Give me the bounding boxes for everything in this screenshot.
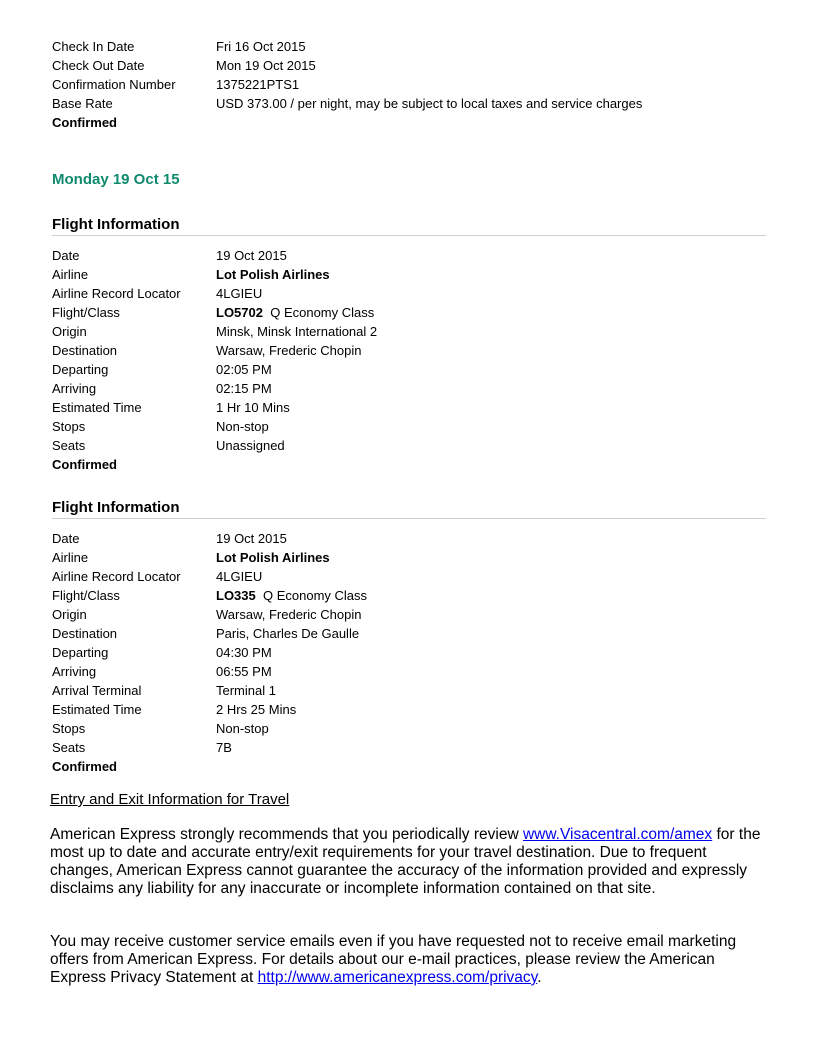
hotel-row-confirmation [52, 75, 766, 94]
flight-2-row-class [52, 586, 766, 605]
arriving-value: 06:55 PM [216, 664, 272, 679]
class-label: Flight/Class [52, 588, 120, 603]
flight-2-row-locator [52, 567, 766, 586]
flight-1-status: Confirmed [52, 457, 117, 472]
arriving-label: Arriving [52, 381, 97, 396]
locator-label: Airline Record Locator [52, 286, 181, 301]
terminal-label: Arrival Terminal [52, 683, 142, 698]
destination-label: Destination [52, 626, 118, 641]
airline-label: Airline [52, 267, 89, 282]
estimated-label: Estimated Time [52, 400, 142, 415]
hotel-row-checkin [52, 37, 766, 56]
seats-label: Seats [52, 740, 86, 755]
day-heading: Monday 19 Oct 15 [52, 171, 180, 188]
hotel-status: Confirmed [52, 115, 117, 130]
flight-1-row-stops [52, 417, 766, 436]
entry-text-1: American Express strongly recommends that you periodically review [50, 826, 523, 843]
locator-value: 4LGIEU [216, 569, 263, 584]
stops-value: Non-stop [216, 419, 269, 434]
fare-class: Q Economy Class [270, 305, 375, 320]
privacy-text-2: . [537, 969, 542, 986]
date-label: Date [52, 531, 80, 546]
flight-2-row-terminal [52, 681, 766, 700]
flight-1-row-departing [52, 360, 766, 379]
privacy-link[interactable]: http://www.americanexpress.com/privacy [257, 969, 538, 986]
flight-2-row-origin [52, 605, 766, 624]
flight-2-row-date [52, 529, 766, 548]
fare-class: Q Economy Class [262, 588, 368, 603]
arriving-value: 02:15 PM [216, 381, 272, 396]
flight-1-row-locator [52, 284, 766, 303]
flight-1-status-row [52, 455, 766, 474]
flight-1-row-origin [52, 322, 766, 341]
flight-1-row-date [52, 246, 766, 265]
date-value: 19 Oct 2015 [216, 531, 287, 546]
confirmation-label: Confirmation Number [52, 77, 176, 92]
locator-label: Airline Record Locator [52, 569, 181, 584]
entry-exit-title: Entry and Exit Information for Travel [50, 791, 290, 808]
departing-label: Departing [52, 362, 109, 377]
flight-2-row-airline [52, 548, 766, 567]
estimated-label: Estimated Time [52, 702, 142, 717]
seats-value: Unassigned [216, 438, 285, 453]
flight-2-status: Confirmed [52, 759, 117, 774]
confirmation-value: 1375221PTS1 [216, 77, 300, 92]
flight-2-row-arriving [52, 662, 766, 681]
base-rate-value: USD 373.00 / per night, may be subject to local taxes and service charges [216, 96, 643, 111]
stops-value: Non-stop [216, 721, 269, 736]
privacy-paragraph [50, 933, 766, 987]
origin-label: Origin [52, 607, 87, 622]
flight-number: LO335 [216, 588, 256, 603]
checkout-value: Mon 19 Oct 2015 [216, 58, 316, 73]
estimated-value: 2 Hrs 25 Mins [216, 702, 297, 717]
terminal-value: Terminal 1 [216, 683, 276, 698]
departing-value: 02:05 PM [216, 362, 272, 377]
origin-label: Origin [52, 324, 87, 339]
checkout-label: Check Out Date [52, 58, 145, 73]
locator-value: 4LGIEU [216, 286, 263, 301]
base-rate-label: Base Rate [52, 96, 113, 111]
entry-exit-paragraph [50, 826, 766, 898]
flight-2-row-estimated [52, 700, 766, 719]
flight-1-row-arriving [52, 379, 766, 398]
class-label: Flight/Class [52, 305, 120, 320]
entry-text-2: for the most up to date and accurate entry/exit requirements for your travel destination. Due to frequent changes, American Express cannot guarantee the accuracy of the information provided and expressly disclaims any liability for any inaccurate or incomplete information contained on that site. [50, 826, 761, 897]
departing-value: 04:30 PM [216, 645, 272, 660]
checkin-label: Check In Date [52, 39, 135, 54]
flight-2-row-destination [52, 624, 766, 643]
seats-label: Seats [52, 438, 86, 453]
flight-1-row-class [52, 303, 766, 322]
visacentral-link[interactable]: www.Visacentral.com/amex [522, 826, 713, 843]
stops-label: Stops [52, 721, 86, 736]
flight-2-title: Flight Information [52, 499, 766, 519]
airline-value: Lot Polish Airlines [216, 550, 330, 565]
departing-label: Departing [52, 645, 109, 660]
class-value [216, 303, 766, 322]
hotel-row-base-rate [52, 94, 766, 113]
destination-label: Destination [52, 343, 118, 358]
hotel-details [52, 37, 766, 132]
airline-value: Lot Polish Airlines [216, 267, 330, 282]
flight-2-row-stops [52, 719, 766, 738]
flight-1-row-destination [52, 341, 766, 360]
estimated-value: 1 Hr 10 Mins [216, 400, 290, 415]
stops-label: Stops [52, 419, 86, 434]
date-label: Date [52, 248, 80, 263]
flight-2-row-seats [52, 738, 766, 757]
airline-label: Airline [52, 550, 89, 565]
origin-value: Warsaw, Frederic Chopin [216, 607, 362, 622]
flight-1-row-airline [52, 265, 766, 284]
origin-value: Minsk, Minsk International 2 [216, 324, 378, 339]
flight-2-status-row [52, 757, 766, 776]
class-value [216, 586, 766, 605]
flight-2-row-departing [52, 643, 766, 662]
hotel-row-checkout [52, 56, 766, 75]
flight-2-details [52, 529, 766, 776]
flight-1-details [52, 246, 766, 474]
destination-value: Paris, Charles De Gaulle [216, 626, 360, 641]
privacy-text-1: You may receive customer service emails even if you have requested not to receive email marketing offers from American Express. For details about our e-mail practices, please review the American Express Privacy Statement at [50, 933, 737, 986]
destination-value: Warsaw, Frederic Chopin [216, 343, 362, 358]
flight-1-row-seats [52, 436, 766, 455]
hotel-status-row [52, 113, 766, 132]
flight-1-row-estimated [52, 398, 766, 417]
flight-1-title: Flight Information [52, 216, 766, 236]
checkin-value: Fri 16 Oct 2015 [216, 39, 306, 54]
flight-number: LO5702 [216, 305, 263, 320]
arriving-label: Arriving [52, 664, 97, 679]
seats-value: 7B [216, 740, 232, 755]
date-value: 19 Oct 2015 [216, 248, 287, 263]
